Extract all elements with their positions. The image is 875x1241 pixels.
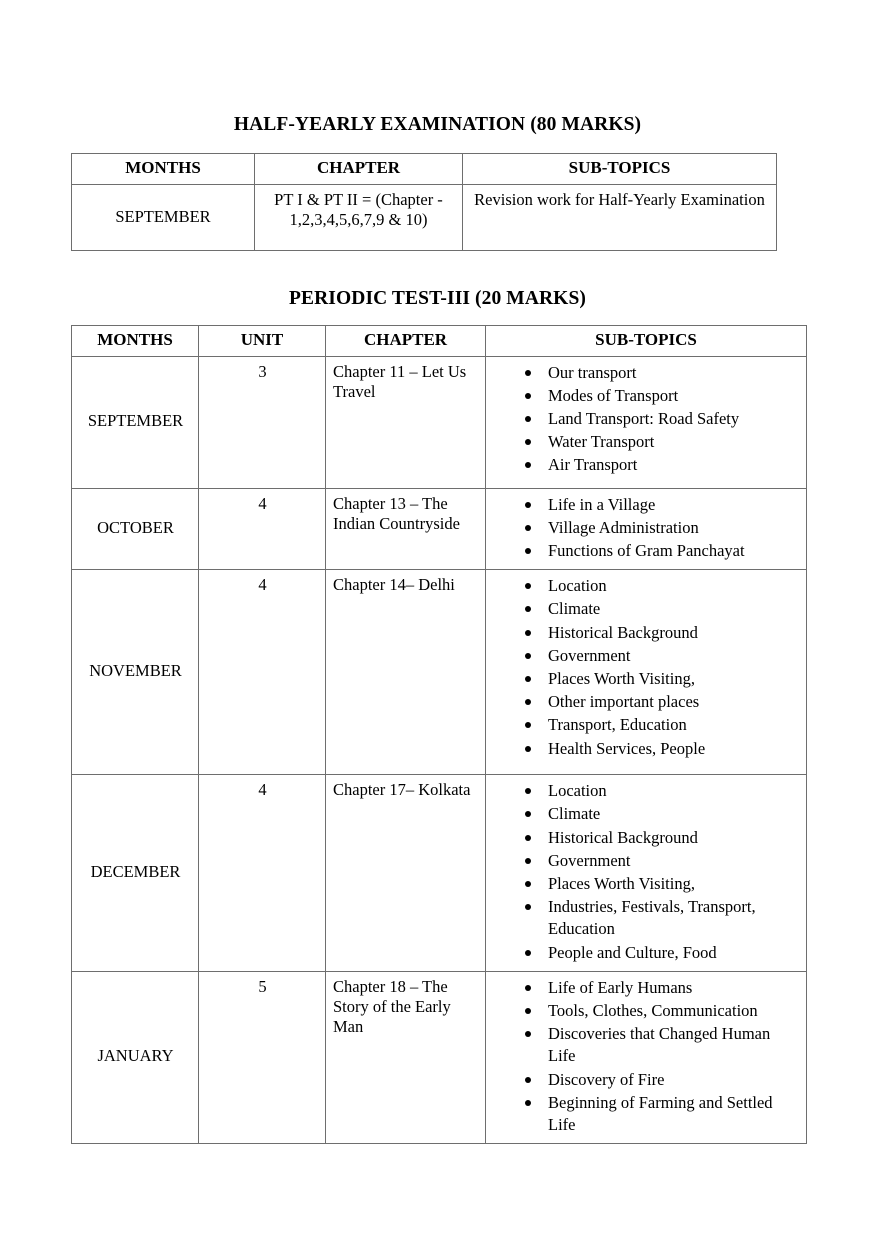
half-yearly-table — [71, 153, 777, 251]
cell-sub-topics — [486, 488, 807, 570]
table-row — [72, 570, 807, 775]
sub-topic-item: Discoveries that Changed Human Life — [548, 1023, 800, 1067]
cell-chapter: Chapter 14– Delhi — [326, 570, 486, 775]
cell-sub-topics: Revision work for Half-Yearly Examination — [463, 184, 777, 250]
cell-month: NOVEMBER — [72, 570, 199, 775]
sub-topics-list — [486, 362, 800, 477]
cell-month: SEPTEMBER — [72, 184, 255, 250]
sub-topic-item: Other important places — [548, 691, 800, 713]
cell-month: SEPTEMBER — [72, 356, 199, 488]
cell-chapter: PT I & PT II = (Chapter - 1,2,3,4,5,6,7,9 & 10) — [255, 184, 463, 250]
column-header-chapter: CHAPTER — [326, 326, 486, 357]
cell-chapter: Chapter 11 – Let Us Travel — [326, 356, 486, 488]
sub-topic-item: Village Administration — [548, 517, 800, 539]
sub-topic-item: Climate — [548, 803, 800, 825]
sub-topic-item: Beginning of Farming and Settled Life — [548, 1092, 800, 1136]
cell-sub-topics — [486, 775, 807, 972]
sub-topic-item: Discovery of Fire — [548, 1069, 800, 1091]
table-row — [72, 488, 807, 570]
cell-month: OCTOBER — [72, 488, 199, 570]
sub-topics-list — [486, 977, 800, 1136]
cell-sub-topics — [486, 971, 807, 1143]
sub-topic-item: Government — [548, 645, 800, 667]
periodic-test-section-title: PERIODIC TEST-III (20 MARKS) — [289, 288, 586, 309]
table-row — [72, 184, 777, 250]
table-header-row — [72, 326, 807, 357]
table-row — [72, 971, 807, 1143]
cell-month: JANUARY — [72, 971, 199, 1143]
cell-chapter: Chapter 17– Kolkata — [326, 775, 486, 972]
sub-topics-list — [486, 575, 800, 760]
periodic-test-table — [71, 325, 807, 1144]
sub-topic-item: People and Culture, Food — [548, 942, 800, 964]
sub-topic-item: Tools, Clothes, Communication — [548, 1000, 800, 1022]
cell-unit: 3 — [199, 356, 326, 488]
cell-sub-topics — [486, 356, 807, 488]
column-header-months: MONTHS — [72, 326, 199, 357]
sub-topic-item: Places Worth Visiting, — [548, 873, 800, 895]
sub-topic-item: Location — [548, 780, 800, 802]
cell-unit: 4 — [199, 775, 326, 972]
sub-topic-item: Health Services, People — [548, 738, 800, 760]
sub-topic-item: Life of Early Humans — [548, 977, 800, 999]
sub-topic-item: Land Transport: Road Safety — [548, 408, 800, 430]
table-header-row — [72, 154, 777, 185]
sub-topic-item: Modes of Transport — [548, 385, 800, 407]
column-header-sub-topics: SUB-TOPICS — [463, 154, 777, 185]
half-yearly-section-title: HALF-YEARLY EXAMINATION (80 MARKS) — [233, 114, 642, 135]
sub-topic-item: Places Worth Visiting, — [548, 668, 800, 690]
sub-topic-item: Historical Background — [548, 827, 800, 849]
table-row — [72, 775, 807, 972]
sub-topics-list — [486, 494, 800, 563]
column-header-unit: UNIT — [199, 326, 326, 357]
sub-topics-list — [486, 780, 800, 964]
cell-chapter: Chapter 18 – The Story of the Early Man — [326, 971, 486, 1143]
table-row — [72, 356, 807, 488]
cell-unit: 4 — [199, 488, 326, 570]
cell-unit: 4 — [199, 570, 326, 775]
cell-chapter: Chapter 13 – The Indian Countryside — [326, 488, 486, 570]
column-header-months: MONTHS — [72, 154, 255, 185]
cell-sub-topics — [486, 570, 807, 775]
sub-topic-item: Functions of Gram Panchayat — [548, 540, 800, 562]
sub-topic-item: Industries, Festivals, Transport, Education — [548, 896, 800, 940]
sub-topic-item: Historical Background — [548, 622, 800, 644]
sub-topic-item: Transport, Education — [548, 714, 800, 736]
sub-topic-item: Location — [548, 575, 800, 597]
sub-topic-item: Climate — [548, 598, 800, 620]
sub-topic-item: Water Transport — [548, 431, 800, 453]
cell-month: DECEMBER — [72, 775, 199, 972]
sub-topic-item: Life in a Village — [548, 494, 800, 516]
sub-topic-item: Air Transport — [548, 454, 800, 476]
column-header-chapter: CHAPTER — [255, 154, 463, 185]
sub-topic-item: Government — [548, 850, 800, 872]
sub-topic-item: Our transport — [548, 362, 800, 384]
cell-unit: 5 — [199, 971, 326, 1143]
column-header-sub-topics: SUB-TOPICS — [486, 326, 807, 357]
